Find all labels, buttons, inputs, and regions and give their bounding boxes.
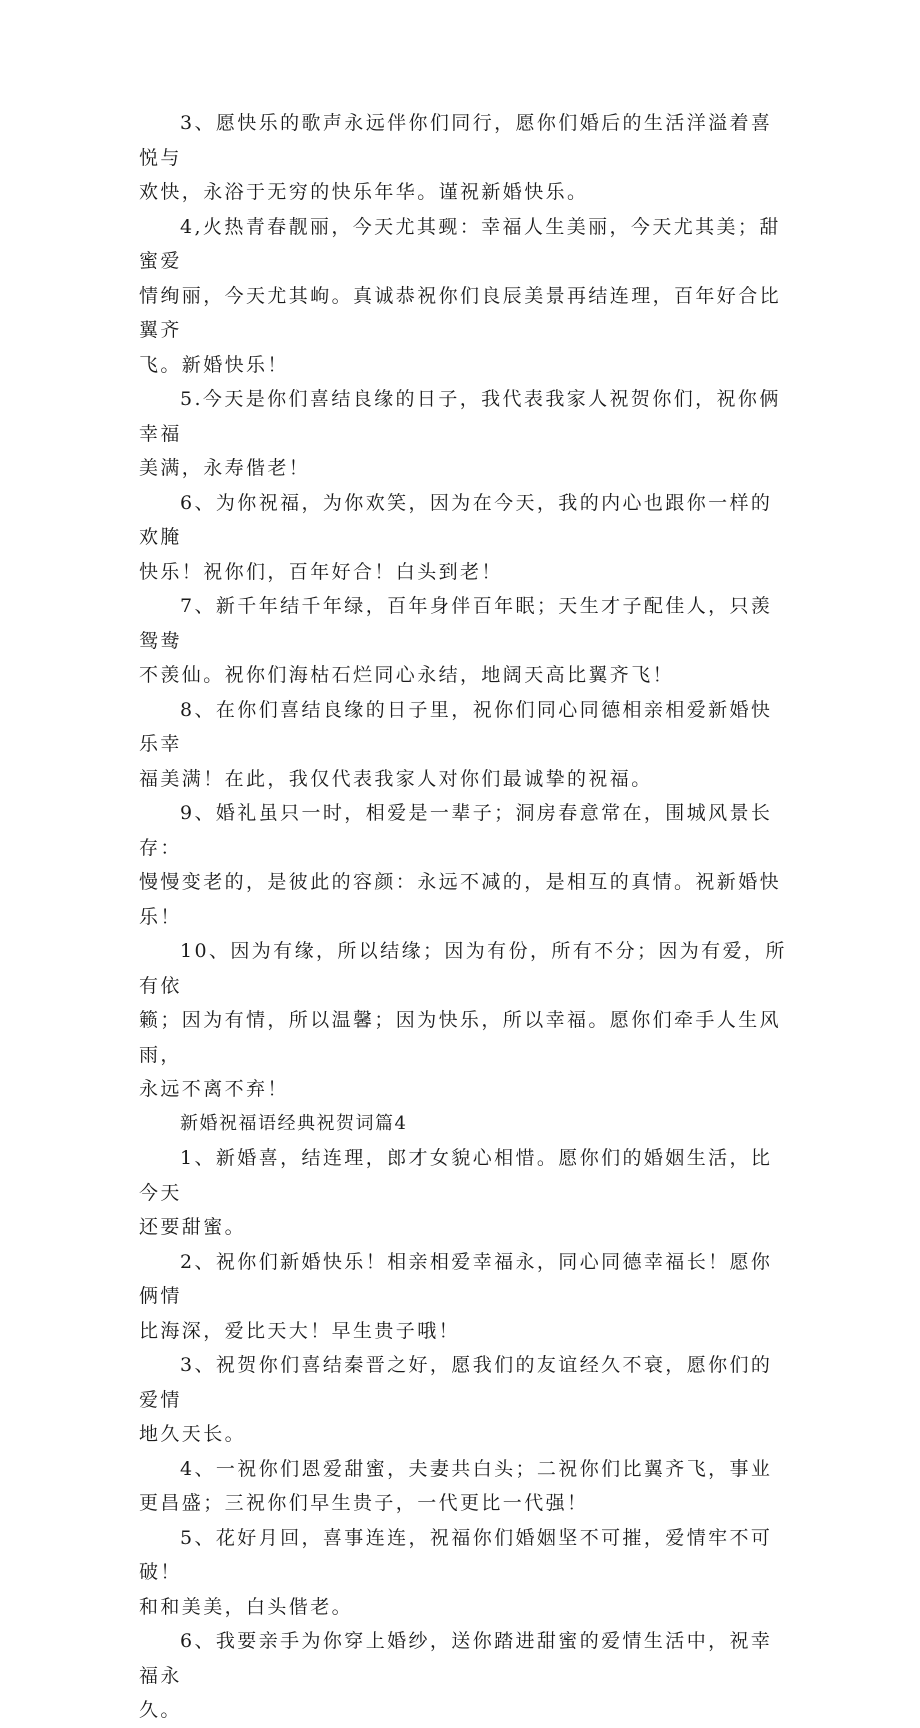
paragraph-section4-wish-2: 2、祝你们新婚快乐！相亲相爱幸福永，同心同德幸福长！愿你俩情 比海深，爱比天大！早生贵子哦！: [139, 1250, 773, 1342]
paragraph-wish-10: 10、因为有缘，所以结缘；因为有份，所有不分；因为有爱，所有依 籁；因为有情，所以温馨；因为快乐，所以幸福。愿你们牵手人生风雨， 永远不离不弃！: [139, 940, 787, 1100]
section-heading: 新婚祝福语经典祝贺词篇4: [180, 1112, 408, 1134]
paragraph-section4-wish-4: 4、一祝你们恩爱甜蜜，夫妻共白头；二祝你们比翼齐飞，事业 更昌盛；三祝你们早生贵子，一代更比一代强！: [139, 1457, 773, 1514]
paragraph-section4-wish-6: 6、我要亲手为你穿上婚纱，送你踏进甜蜜的爱情生活中，祝幸福永 久。: [139, 1630, 773, 1721]
paragraph-section4-wish-3: 3、祝贺你们喜结秦晋之好，愿我们的友谊经久不衰，愿你们的爱情 地久天长。: [139, 1354, 773, 1445]
paragraph-section4-wish-5: 5、花好月回，喜事连连，祝福你们婚姻坚不可摧，爱情牢不可破！ 和和美美，白头偕老。: [139, 1526, 773, 1618]
paragraph-wish-9: 9、婚礼虽只一时，相爱是一辈子；洞房春意常在，围城风景长存： 慢慢变老的，是彼此的容颜：永远不减的，是相互的真情。祝新婚快乐！: [139, 802, 782, 928]
paragraph-wish-3: 3、愿快乐的歌声永远伴你们同行，愿你们婚后的生活洋溢着喜悦与 欢快，永浴于无穷的快乐年华。谨祝新婚快乐。: [139, 112, 773, 203]
paragraph-wish-4: 4,火热青春靓丽，今天尤其觋：幸福人生美丽，今天尤其美；甜蜜爱 情绚丽，今天尤其岣。真诚恭祝你们良辰美景再结连理，百年好合比翼齐 飞。新婚快乐！: [139, 215, 782, 376]
paragraph-section4-wish-1: 1、新婚喜，结连理，郎才女貌心相惜。愿你们的婚姻生活，比今天 还要甜蜜。: [139, 1147, 773, 1238]
document-body: [139, 106, 789, 1728]
paragraph-wish-5: 5.今天是你们喜结良缘的日子，我代表我家人祝贺你们，祝你俩幸福 美满，永寿偕老！: [139, 388, 781, 479]
paragraph-wish-8: 8、在你们喜结良缘的日子里，祝你们同心同德相亲相爱新婚快乐幸 福美满！在此，我仅代表我家人对你们最诚挚的祝福。: [139, 698, 773, 790]
paragraph-wish-7: 7、新千年结千年绿，百年身伴百年眠；天生才子配佳人，只羡鸳鸯 不羡仙。祝你们海枯石烂同心永结，地阔天高比翼齐飞！: [139, 595, 773, 686]
paragraph-wish-6: 6、为你祝福，为你欢笑，因为在今天，我的内心也跟你一样的欢腌 快乐！祝你们，百年好合！白头到老！: [139, 491, 773, 583]
